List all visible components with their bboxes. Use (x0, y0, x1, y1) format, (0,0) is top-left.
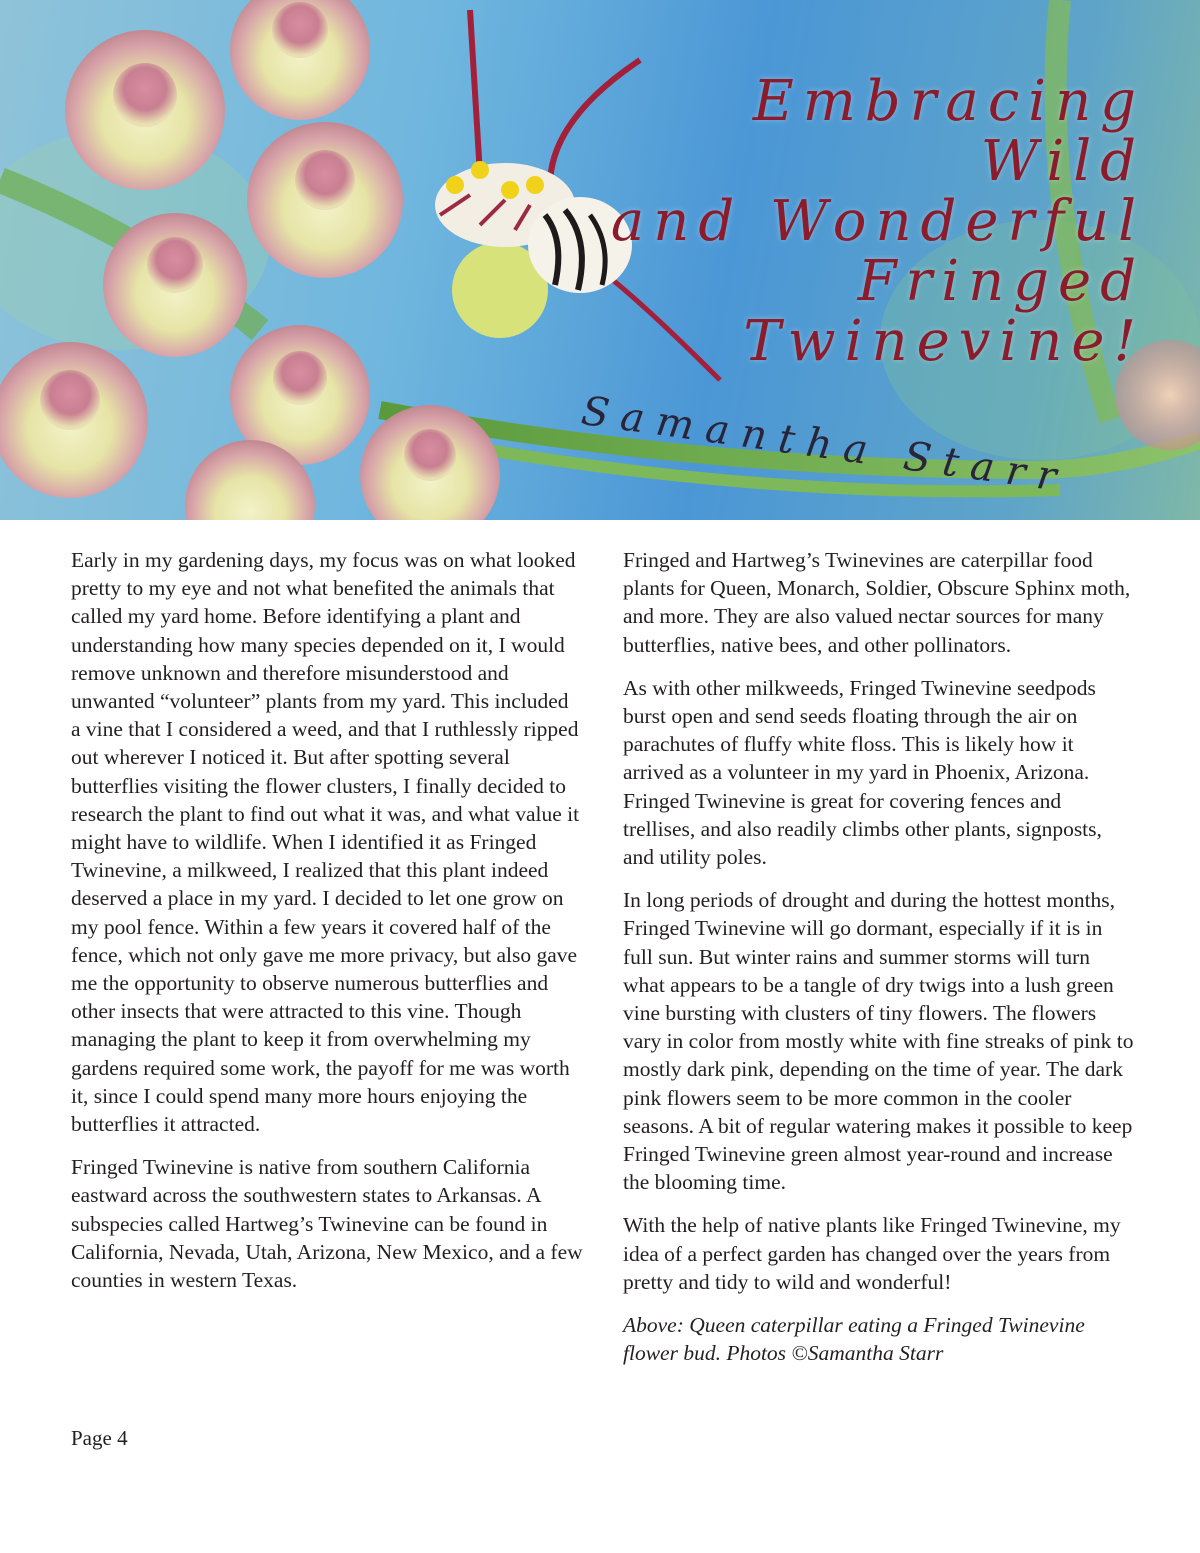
hero-photo (0, 0, 1200, 520)
title-line: Embracing Wild (752, 69, 1145, 194)
right-column (623, 546, 1135, 1382)
left-column (71, 546, 583, 1309)
title-line: Twinevine! (743, 309, 1145, 374)
paragraph: With the help of native plants like Fringed Twinevine, my idea of a perfect garden has changed over the years from pretty and tidy to wild and wonderful! (623, 1213, 1121, 1294)
article-title (585, 69, 1145, 374)
title-line: and Wonderful (610, 189, 1145, 254)
photo-caption: Above: Queen caterpillar eating a Fringed Twinevine flower bud. Photos ©Samantha Starr (623, 1313, 1085, 1366)
paragraph: Fringed Twinevine is native from southern California eastward across the southwestern states to Arkansas. A subspecies called Hartweg’s Twinevine can be found in California, Nevada, Utah, Arizona, New Mexico, and a few counties in western Texas. (71, 1155, 583, 1293)
paragraph: Early in my gardening days, my focus was on what looked pretty to my eye and not what benefited the animals that called my yard home. Before identifying a plant and understanding how many species depended on it, I would remove unknown and therefore misunderstood and unwanted “volunteer” plants from my yard. This included a vine that I considered a weed, and that I ruthlessly ripped out wherever I noticed it. But after spotting several butterflies visiting the flower clusters, I finally decided to research the plant to find out what it was, and what value it might have to wildlife. When I identified it as Fringed Twinevine, a milkweed, I realized that this plant indeed deserved a place in my yard. I decided to let one grow on my pool fence. Within a few years it covered half of the fence, which not only gave me more privacy, but also gave me the opportunity to observe numerous butterflies and other insects that were attracted to this vine. Though managing the plant to keep it from overwhelming my gardens required some work, the payoff for me was worth it, since I could spend many more hours enjoying the butterflies it attracted. (71, 548, 580, 1137)
paragraph: As with other milkweeds, Fringed Twinevine seedpods burst open and send seeds floating through the air on parachutes of fluffy white floss. This is likely how it arrived as a volunteer in my yard in Phoenix, Arizona. Fringed Twinevine is great for covering fences and trellises, and also readily climbs other plants, signposts, and utility poles. (623, 675, 1102, 870)
paragraph: In long periods of drought and during the hottest months, Fringed Twinevine will go dormant, especially if it is in full sun. But winter rains and summer storms will turn what appears to be a tangle of dry twigs into a lush green vine bursting with clusters of tiny flowers. The flowers vary in color from mostly white with fine streaks of pink to mostly dark pink, depending on the time of year. The dark pink flowers seem to be more common in the cooler seasons. A bit of regular watering makes it possible to keep Fringed Twinevine green almost year-round and increase the blooming time. (623, 888, 1134, 1195)
author-byline: Samantha Starr (578, 388, 1071, 502)
page-number: Page 4 (71, 1426, 128, 1450)
paragraph: Fringed and Hartweg’s Twinevines are caterpillar food plants for Queen, Monarch, Soldier, Obscure Sphinx moth, and more. They are also valued nectar sources for many butterflies, native bees, and other pollinators. (623, 548, 1131, 657)
title-line: Fringed (857, 249, 1145, 314)
